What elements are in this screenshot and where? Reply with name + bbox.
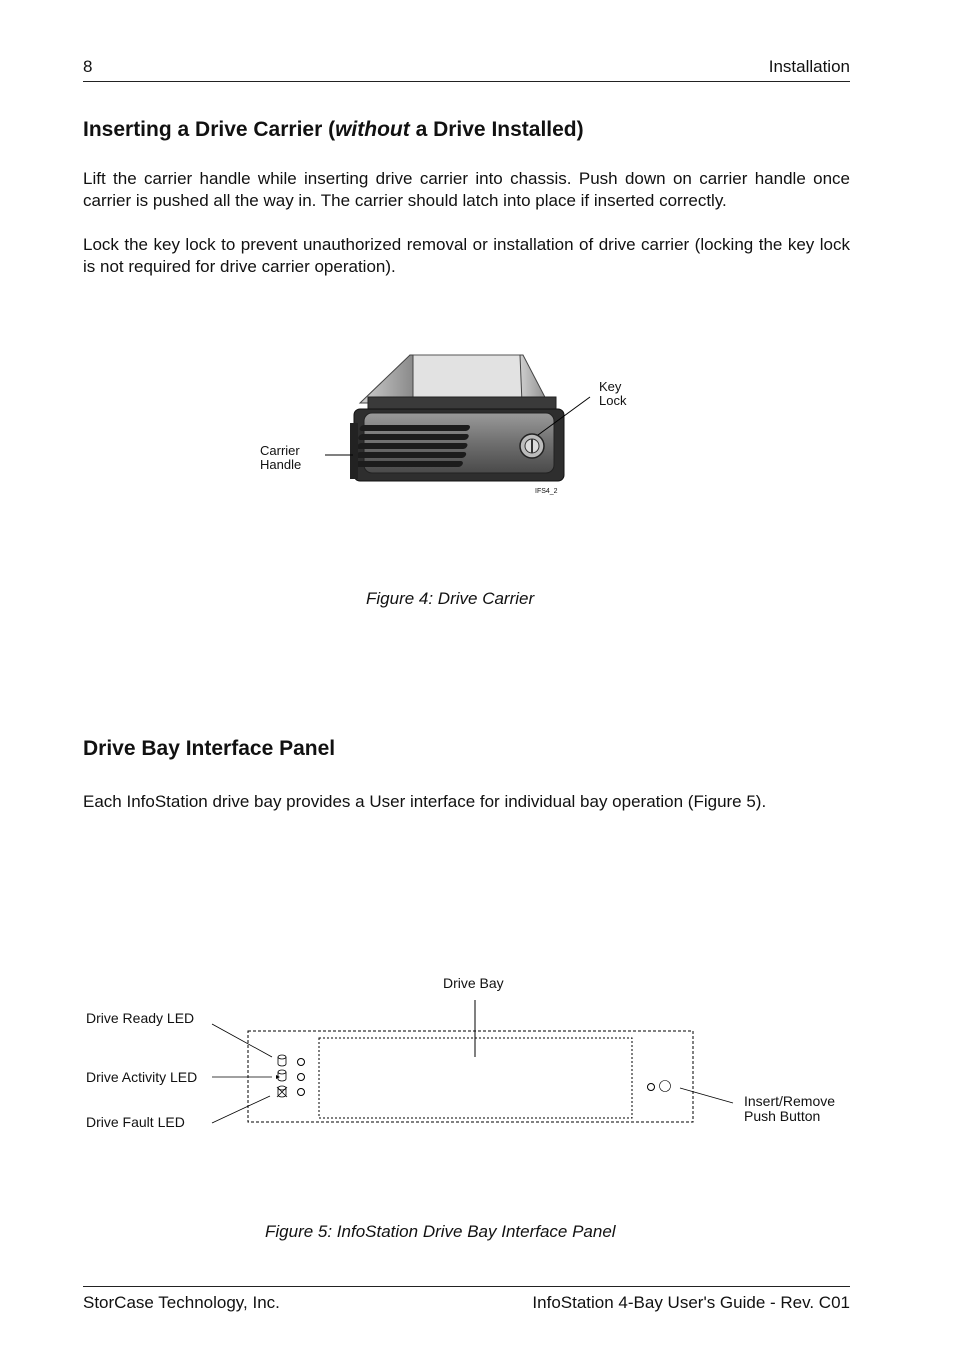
paragraph-key-lock: Lock the key lock to prevent unauthorized removal or installation of drive carrier (locking the key lock is not required for drive carrier operation). [83, 235, 850, 276]
label-key: Key [599, 379, 622, 394]
drive-fault-led-icon [277, 1086, 305, 1097]
footer-guide-title: InfoStation 4-Bay User's Guide - Rev. C01 [532, 1293, 850, 1312]
label-insert-remove: Insert/Remove [744, 1093, 836, 1109]
label-drive-bay: Drive Bay [443, 975, 504, 991]
drive-carrier-illustration [250, 345, 650, 505]
figure4-caption: Figure 4: Drive Carrier [366, 589, 535, 608]
label-lock: Lock [599, 393, 627, 408]
paragraph-drive-bay: Each InfoStation drive bay provides a User interface for individual bay operation (Figure 5). [83, 792, 767, 811]
panel-outline [248, 1031, 693, 1122]
label-drive-ready-led: Drive Ready LED [86, 1010, 195, 1026]
figure5-caption: Figure 5: InfoStation Drive Bay Interface Panel [265, 1222, 616, 1241]
label-handle: Handle [260, 457, 302, 472]
drive-activity-led-icon [276, 1070, 305, 1081]
label-drive-fault-led: Drive Fault LED [86, 1114, 185, 1130]
push-button-icon [648, 1081, 671, 1092]
paragraph-insert-instructions: Lift the carrier handle while inserting drive carrier into chassis. Push down on carrier handle once carrier is pushed all the way in. The carrier should latch into place if inserted correctly. [83, 169, 850, 210]
section-title-inserting-carrier: Inserting a Drive Carrier (without a Drive Installed) [83, 118, 584, 141]
header-rule [83, 81, 850, 82]
section-title-drive-bay-panel: Drive Bay Interface Panel [83, 737, 336, 760]
label-carrier: Carrier [260, 443, 300, 458]
footer-rule [83, 1286, 850, 1287]
drive-ready-led-icon [278, 1055, 305, 1066]
footer-company: StorCase Technology, Inc. [83, 1293, 280, 1312]
page-number: 8 [83, 57, 93, 76]
label-push-button: Push Button [744, 1108, 821, 1124]
label-drive-activity-led: Drive Activity LED [86, 1069, 198, 1085]
running-header: Installation [768, 57, 850, 76]
figure-image-code: IFS4_2 [535, 488, 558, 495]
